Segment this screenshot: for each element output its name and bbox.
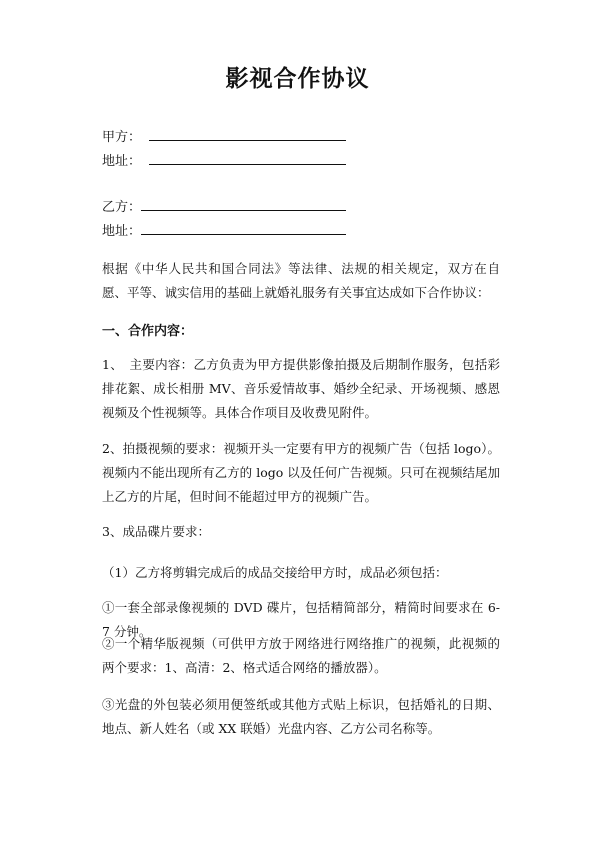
- party-b-label: 乙方：: [102, 200, 142, 215]
- party-a-line: [102, 128, 346, 146]
- party-b-address-line: [102, 222, 346, 240]
- party-a-address-blank: [149, 152, 346, 165]
- party-b-blank: [141, 198, 346, 211]
- clause-item-2: ②一个精华版视频（可供甲方放于网络进行网络推广的视频，此视频的两个要求：1、高清：2、格式适合网络的播放器）。: [102, 636, 500, 675]
- party-b-address-blank: [141, 222, 346, 235]
- clause-item-3: ③光盘的外包装必须用便签纸或其他方式贴上标识，包括婚礼的日期、地点、新人姓名（或 XX 联婚）光盘内容、乙方公司名称等。: [102, 697, 500, 736]
- party-a-address-line: [102, 152, 346, 170]
- intro-paragraph: 根据《中华人民共和国合同法》等法律、法规的相关规定，双方在自愿、平等、诚实信用的基础上就婚礼服务有关事宜达成如下合作协议：: [102, 261, 500, 300]
- party-a-blank: [149, 128, 346, 141]
- clause-3-1: （1）乙方将剪辑完成后的成品交接给甲方时，成品必须包括：: [102, 565, 448, 580]
- clause-item-1: ①一套全部录像视频的 DVD 碟片，包括精简部分，精简时间要求在 6-7 分钟。: [102, 600, 500, 639]
- clause-3: 3、成品碟片要求：: [102, 524, 210, 539]
- party-a-address-label: 地址：: [102, 154, 142, 169]
- party-a-label: 甲方：: [102, 130, 142, 145]
- document-title: 影视合作协议: [225, 65, 370, 92]
- section-heading: 一、合作内容：: [102, 324, 194, 339]
- clause-1: 1、 主要内容：乙方负责为甲方提供影像拍摄及后期制作服务，包括彩排花絮、成长相册 MV、音乐爱情故事、婚纱全纪录、开场视频、感恩视频及个性视频等。具体合作项目及收费见附件。: [102, 357, 500, 420]
- party-b-address-label: 地址：: [102, 224, 142, 239]
- clause-2: 2、拍摄视频的要求：视频开头一定要有甲方的视频广告（包括 logo）。视频内不能出现所有乙方的 logo 以及任何广告视频。只可在视频结尾加上乙方的片尾，但时间不能超过甲方的视频广告。: [102, 441, 500, 504]
- party-b-line: [102, 198, 346, 216]
